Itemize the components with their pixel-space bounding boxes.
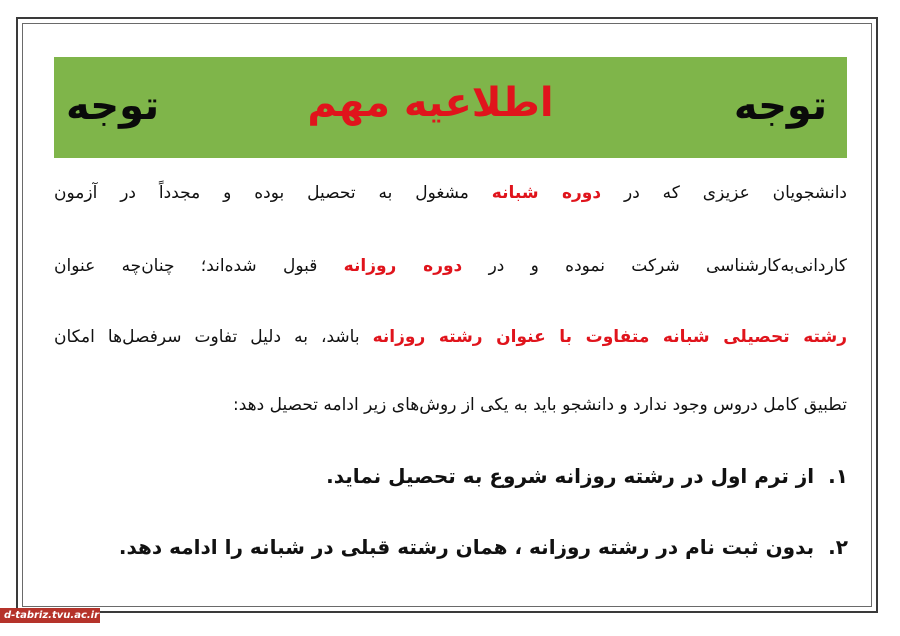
body-line-1-part1: دانشجویان عزیزی که در bbox=[601, 183, 848, 203]
body-line-2 bbox=[54, 251, 847, 281]
body-line-2-highlight: دوره روزانه bbox=[343, 256, 463, 276]
body-line-1-highlight: دوره شبانه bbox=[491, 183, 602, 203]
option-item-2 bbox=[119, 531, 848, 563]
option-item-1-text: از ترم اول در رشته روزانه شروع به تحصیل نماید. bbox=[326, 464, 815, 488]
body-line-3 bbox=[54, 322, 847, 352]
banner-title: اطلاعیه مهم bbox=[307, 80, 554, 126]
announcement-banner bbox=[54, 57, 847, 158]
option-item-1 bbox=[326, 460, 848, 492]
body-line-1 bbox=[54, 178, 847, 208]
body-line-2-part2: قبول شده‌اند؛ چنان‌چه عنوان bbox=[54, 256, 344, 276]
option-item-1-number: ۱. bbox=[828, 464, 848, 488]
option-item-2-number: ۲. bbox=[828, 535, 848, 559]
option-item-2-text: بدون ثبت نام در رشته روزانه ، همان رشته قبلی در شبانه را ادامه دهد. bbox=[118, 535, 815, 559]
body-line-2-part1: کاردانی‌به‌کارشناسی شرکت نموده و در bbox=[462, 256, 847, 276]
banner-attention-left: توجه bbox=[66, 83, 160, 129]
body-line-1-part2: مشغول به تحصیل بوده و مجدداً در آزمون bbox=[54, 183, 492, 203]
body-line-3-highlight: رشته تحصیلی شبانه متفاوت با عنوان رشته روزانه bbox=[372, 327, 847, 347]
body-line-4: تطبیق کامل دروس وجود ندارد و دانشجو باید به یکی از روش‌های زیر ادامه تحصیل دهد: bbox=[232, 395, 847, 415]
banner-attention-right: توجه bbox=[733, 83, 827, 129]
site-watermark: d-tabriz.tvu.ac.ir bbox=[0, 608, 100, 623]
body-line-3-part2: باشد، به دلیل تفاوت سرفصل‌ها امکان bbox=[54, 327, 373, 347]
